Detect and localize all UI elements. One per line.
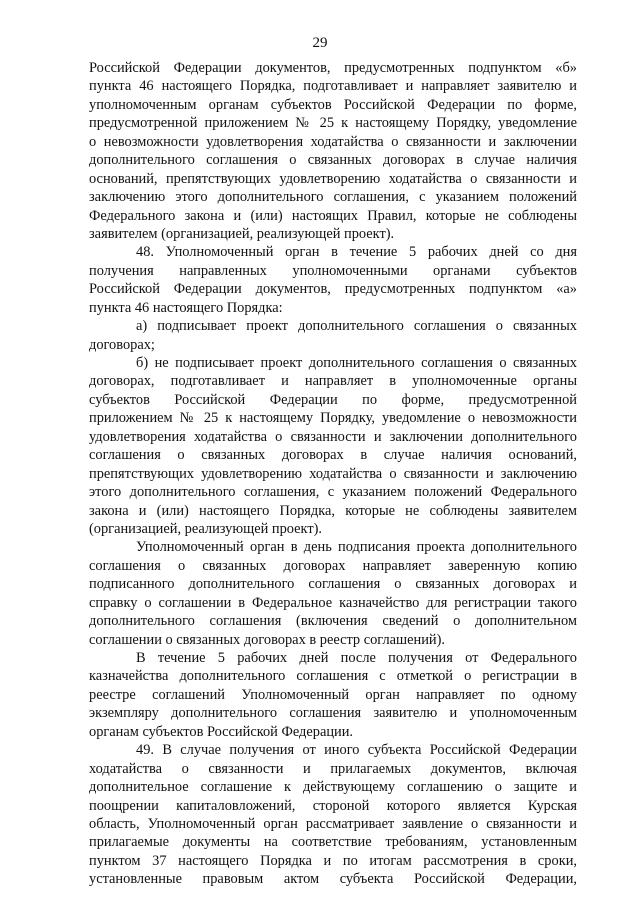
text-line: закона и (или) настоящего Порядка, которые не соблюдены заявителем [89, 502, 577, 519]
text-line: Российской Федерации документов, предусмотренных подпунктом «а» [89, 281, 577, 298]
text-line: 49. В случае получения от иного субъекта Российской Федерации [136, 742, 577, 759]
text-line: дополнительное соглашение к действующему соглашению о защите и [89, 779, 577, 796]
text-line: ходатайства о связанности и прилагаемых документов, включая [89, 760, 577, 777]
text-line: (организацией, реализующей проект). [89, 520, 323, 537]
text-line: приложением № 25 к настоящему Порядку, уведомление о невозможности [89, 410, 577, 427]
text-line: справку о соглашении в Федеральное казначейство для регистрации такого [89, 594, 577, 611]
text-line: казначейства дополнительного соглашения с отметкой о регистрации в [89, 668, 577, 685]
text-line: экземпляру дополнительного соглашения заявителю и уполномоченным [89, 705, 577, 722]
text-line: Уполномоченный орган в день подписания проекта дополнительного [136, 539, 577, 556]
text-line: поощрении капиталовложений, стороной которого является Курская [89, 797, 577, 814]
text-line: удовлетворения ходатайства о связанности и заключении дополнительного [89, 428, 577, 445]
text-line: заявителем (организацией, реализующей проект). [89, 225, 395, 242]
text-line: заключению этого дополнительного соглашения, с указанием положений [89, 189, 577, 206]
text-line: субъектов Российской Федерации по форме, предусмотренной [89, 391, 577, 408]
text-line: дополнительного соглашения (включения сведений о дополнительном [89, 613, 577, 630]
document-body [89, 59, 577, 889]
text-line: этого дополнительного соглашения, с указанием положений Федерального [89, 484, 577, 501]
text-line: б) не подписывает проект дополнительного соглашения о связанных [136, 355, 577, 371]
text-line: соглашения о связанных договорах направляет заверенную копию [89, 557, 577, 574]
text-line: подписанного дополнительного соглашения о связанных договорах и [89, 576, 577, 593]
text-line: область, Уполномоченный орган рассматривает заявление о связанности и [89, 815, 577, 832]
text-line: Российской Федерации документов, предусмотренных подпунктом «б» [89, 60, 577, 76]
text-line: предусмотренной приложением № 25 к настоящему Порядку, уведомление [89, 115, 577, 132]
text-line: получения направленных уполномоченными органами субъектов [89, 262, 577, 279]
text-line: дополнительного соглашения о связанных договорах в случае наличия [89, 152, 577, 169]
text-line: установленные правовым актом субъекта Российской Федерации, [89, 871, 577, 888]
text-line: соглашения о связанных договорах в случае наличия оснований, [89, 447, 577, 464]
text-line: уполномоченным органам субъектов Российской Федерации по форме, [89, 96, 577, 113]
text-line: прилагаемые документы на соответствие требованиям, установленным [89, 834, 577, 851]
text-line: договорах, подготавливает и направляет в уполномоченные органы [89, 373, 577, 390]
text-line: договорах; [89, 336, 155, 353]
text-line: органам субъектов Российской Федерации. [89, 723, 354, 740]
text-line: о невозможности удовлетворения ходатайства о связанности и заключении [89, 133, 577, 150]
text-line: пункта 46 настоящего Порядка, подготавливает и направляет заявителю и [89, 78, 577, 95]
text-line: а) подписывает проект дополнительного соглашения о связанных [136, 318, 577, 335]
text-line: Федерального закона и (или) настоящих Правил, которые не соблюдены [89, 207, 577, 224]
text-line: 48. Уполномоченный орган в течение 5 рабочих дней со дня [136, 244, 577, 261]
text-line: оснований, препятствующих удовлетворению ходатайства о связанности и [89, 170, 577, 187]
page-number: 29 [312, 35, 328, 51]
text-line: соглашении о связанных договорах в реестр соглашений). [89, 631, 446, 648]
text-line: В течение 5 рабочих дней после получения от Федерального [136, 650, 577, 666]
text-line: реестре соглашений Уполномоченный орган направляет по одному [89, 686, 577, 703]
text-line: пункта 46 настоящего Порядка: [89, 299, 283, 316]
text-line: пунктом 37 настоящего Порядка и по итогам рассмотрения в сроки, [89, 852, 577, 869]
text-line: препятствующих удовлетворению ходатайства о связанности и заключению [89, 465, 577, 482]
